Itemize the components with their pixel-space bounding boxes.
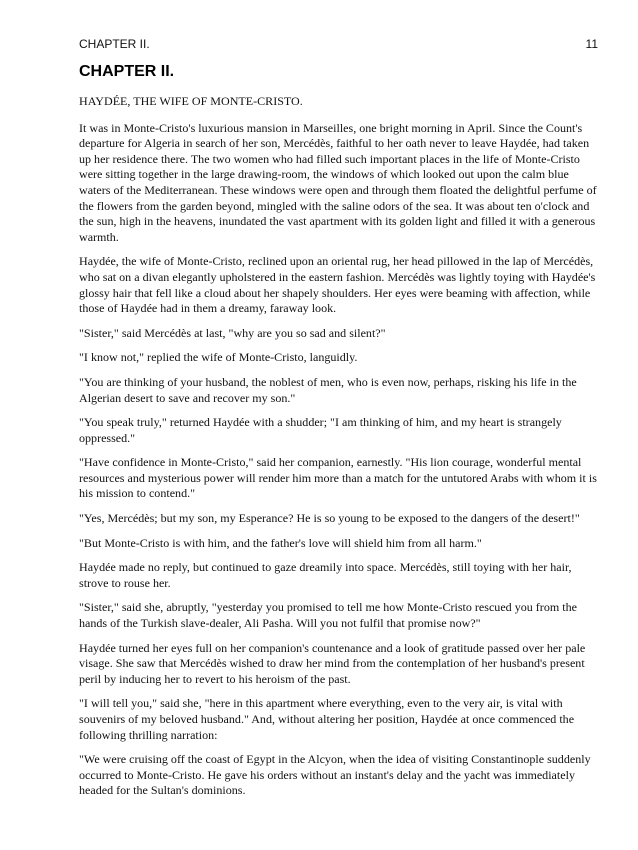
running-header — [79, 37, 598, 53]
paragraph: "We were cruising off the coast of Egypt in the Alcyon, when the idea of visiting Constantinople suddenly occurred to Monte-Cristo. He gave his orders without an instant's delay and the yacht was immediately headed for the Sultan's dominions. — [79, 752, 591, 798]
paragraph: "Have confidence in Monte-Cristo," said her companion, earnestly. "His lion courage, wonderful mental resources and mysterious power will render him more than a match for the untutored Arabs with whom it is his mission to contend." — [79, 455, 597, 501]
paragraph: "You speak truly," returned Haydée with a shudder; "I am thinking of him, and my heart is strangely oppressed." — [79, 415, 562, 445]
running-title: CHAPTER II. — [79, 37, 150, 51]
paragraph: "You are thinking of your husband, the noblest of men, who is even now, perhaps, risking his life in the Algerian desert to save and recover my son." — [79, 374, 577, 405]
paragraph: "I will tell you," said she, "here in this apartment where everything, even to the very air, is vital with souvenirs of my beloved husband." And, without altering her position, Haydée at once commenced the following thrilling narration: — [79, 696, 575, 742]
chapter-title: CHAPTER II. — [79, 63, 175, 80]
paragraph: "But Monte-Cristo is with him, and the father's love will shield him from all harm." — [79, 535, 482, 550]
paragraph: Haydée turned her eyes full on her companion's countenance and a look of gratitude passed over her pale visage. She saw that Mercédès wished to draw her mind from the contemplation of her husband's present peril by inducing her to revert to his heroism of the past. — [79, 640, 586, 686]
paragraph: "Sister," said Mercédès at last, "why are you so sad and silent?" — [79, 325, 386, 340]
paragraph: It was in Monte-Cristo's luxurious mansion in Marseilles, one bright morning in April. Since the Count's departure for Algeria in search of her son, Mercédès, faithful to her oath never to leave Haydée, had taken up her residence there. The two women who had filled such important places in the life of Monte-Cristo were sitting together in the large drawing-room, the windows of which looked out upon the calm blue waters of the Mediterranean. These windows were open and through them floated the delightful perfume of the flowers from the garden beyond, mingled with the saline odors of the sea. It was about ten o'clock and the sun, high in the heavens, inundated the vast apartment with its golden light and filled it with a generous warmth. — [79, 120, 597, 244]
chapter-subtitle: HAYDÉE, THE WIFE OF MONTE-CRISTO. — [79, 94, 303, 108]
chapter-body — [79, 94, 603, 808]
paragraph: "Sister," said she, abruptly, "yesterday you promised to tell me how Monte-Cristo rescued you from the hands of the Turkish slave-dealer, Ali Pasha. Will you not fulfil that promise now?" — [79, 600, 577, 631]
paragraph: Haydée made no reply, but continued to gaze dreamily into space. Mercédès, still toying with her hair, strove to rouse her. — [79, 560, 572, 590]
paragraph: "Yes, Mercédès; but my son, my Esperance? He is so young to be exposed to the dangers of the desert!" — [79, 511, 580, 526]
paragraph: "I know not," replied the wife of Monte-Cristo, languidly. — [79, 350, 358, 365]
paragraph: Haydée, the wife of Monte-Cristo, reclined upon an oriental rug, her head pillowed in the lap of Mercédès, who sat on a divan elegantly upholstered in the eastern fashion. Mercédès was lightly toying with Haydée's glossy hair that fell like a cloud about her shapely shoulders. Her eyes were beaming with affection, while those of Haydée had in them a dreamy, faraway look. — [79, 254, 596, 316]
page-number: 11 — [585, 37, 598, 51]
